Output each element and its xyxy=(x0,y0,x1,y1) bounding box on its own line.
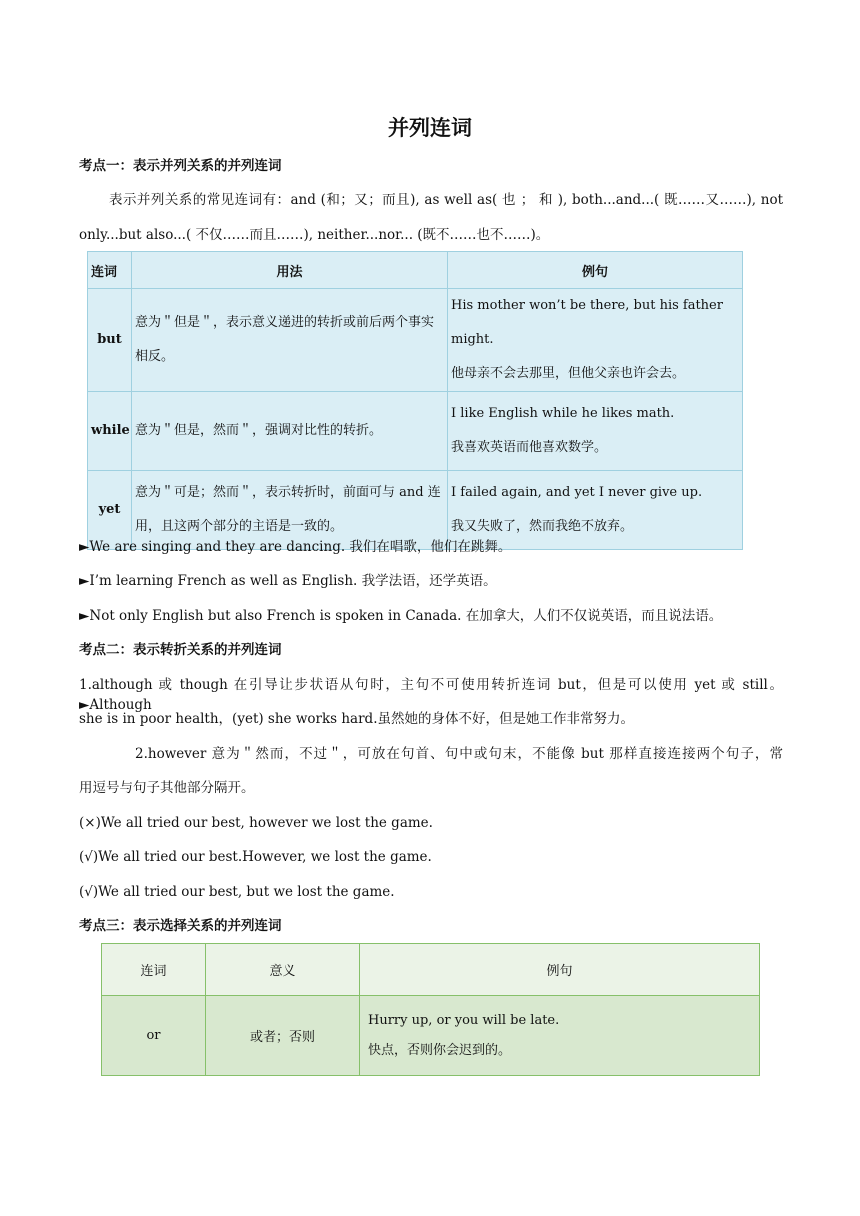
table-row xyxy=(88,289,743,392)
cell-example xyxy=(448,289,743,392)
example-zh: 快点，否则你会迟到的。 xyxy=(368,1042,512,1058)
header-conjunction: 连词 xyxy=(88,252,132,289)
header-example: 例句 xyxy=(360,944,760,996)
table-header-row xyxy=(88,252,743,289)
section3-heading: 考点三：表示选择关系的并列连词 xyxy=(79,918,282,934)
section1-heading: 考点一：表示并列关系的并列连词 xyxy=(79,158,282,174)
section2-p2-line2: 用逗号与句子其他部分隔开。 xyxy=(79,780,255,796)
section2-heading: 考点二：表示转折关系的并列连词 xyxy=(79,642,282,658)
bullet-item: ►We are singing and they are dancing. 我们在唱歌，他们在跳舞。 xyxy=(79,539,512,555)
cell-word: while xyxy=(88,392,132,471)
example-zh: 他母亲不会去那里，但他父亲也许会去。 xyxy=(451,366,686,381)
section2-p2-line1: 2.however 意为＂然而，不过＂，可放在句首、句中或句末，不能像 but 那样直接连接两个句子，常 xyxy=(135,746,783,762)
example-en: His mother won’t be there, but his father might. xyxy=(451,298,723,347)
header-usage: 用法 xyxy=(132,252,448,289)
example-en: I like English while he likes math. xyxy=(451,406,675,421)
header-example: 例句 xyxy=(448,252,743,289)
example-sentence: (√)We all tried our best.However, we lost the game. xyxy=(79,849,432,865)
cell-word: but xyxy=(88,289,132,392)
section1-intro-line1: 表示并列关系的常见连词有：and (和；又；而且), as well as( 也 ； 和 ), both...and...( 既……又……), not xyxy=(109,192,783,208)
choice-conjunction-table xyxy=(101,943,760,1076)
example-sentence: (×)We all tried our best, however we lost the game. xyxy=(79,815,433,831)
header-meaning: 意义 xyxy=(206,944,360,996)
bullet-item: ►Not only English but also French is spoken in Canada. 在加拿大，人们不仅说英语，而且说法语。 xyxy=(79,608,723,624)
cell-word: yet xyxy=(88,471,132,550)
cell-usage: 意为＂但是，然而＂，强调对比性的转折。 xyxy=(132,392,448,471)
example-sentence: (√)We all tried our best, but we lost the game. xyxy=(79,884,395,900)
table-row xyxy=(88,392,743,471)
section1-intro-line2: only...but also...( 不仅……而且……), neither...nor... (既不……也不……)。 xyxy=(79,227,550,243)
conjunction-table xyxy=(87,251,743,550)
table-header-row xyxy=(102,944,760,996)
cell-meaning: 或者；否则 xyxy=(206,996,360,1076)
example-zh: 我又失败了，然而我绝不放弃。 xyxy=(451,519,634,534)
cell-usage: 意为＂可是；然而＂，表示转折时，前面可与 and 连用，且这两个部分的主语是一致的。 xyxy=(132,471,448,550)
cell-example xyxy=(360,996,760,1076)
section2-p1-line1: 1.although 或 though 在引导让步状语从句时，主句不可使用转折连词 but，但是可以使用 yet 或 still。►Although xyxy=(79,677,783,713)
example-en: I failed again, and yet I never give up. xyxy=(451,485,703,500)
cell-word: or xyxy=(102,996,206,1076)
example-zh: 我喜欢英语而他喜欢数学。 xyxy=(451,440,608,455)
table-row xyxy=(102,996,760,1076)
section2-p1-line2: she is in poor health，(yet) she works hard.虽然她的身体不好，但是她工作非常努力。 xyxy=(79,711,634,727)
page-title: 并列连词 xyxy=(388,116,472,140)
bullet-item: ►I’m learning French as well as English. 我学法语，还学英语。 xyxy=(79,573,497,589)
cell-usage: 意为＂但是＂，表示意义递进的转折或前后两个事实相反。 xyxy=(132,289,448,392)
header-conjunction: 连词 xyxy=(102,944,206,996)
cell-example xyxy=(448,392,743,471)
example-en: Hurry up, or you will be late. xyxy=(368,1012,560,1028)
